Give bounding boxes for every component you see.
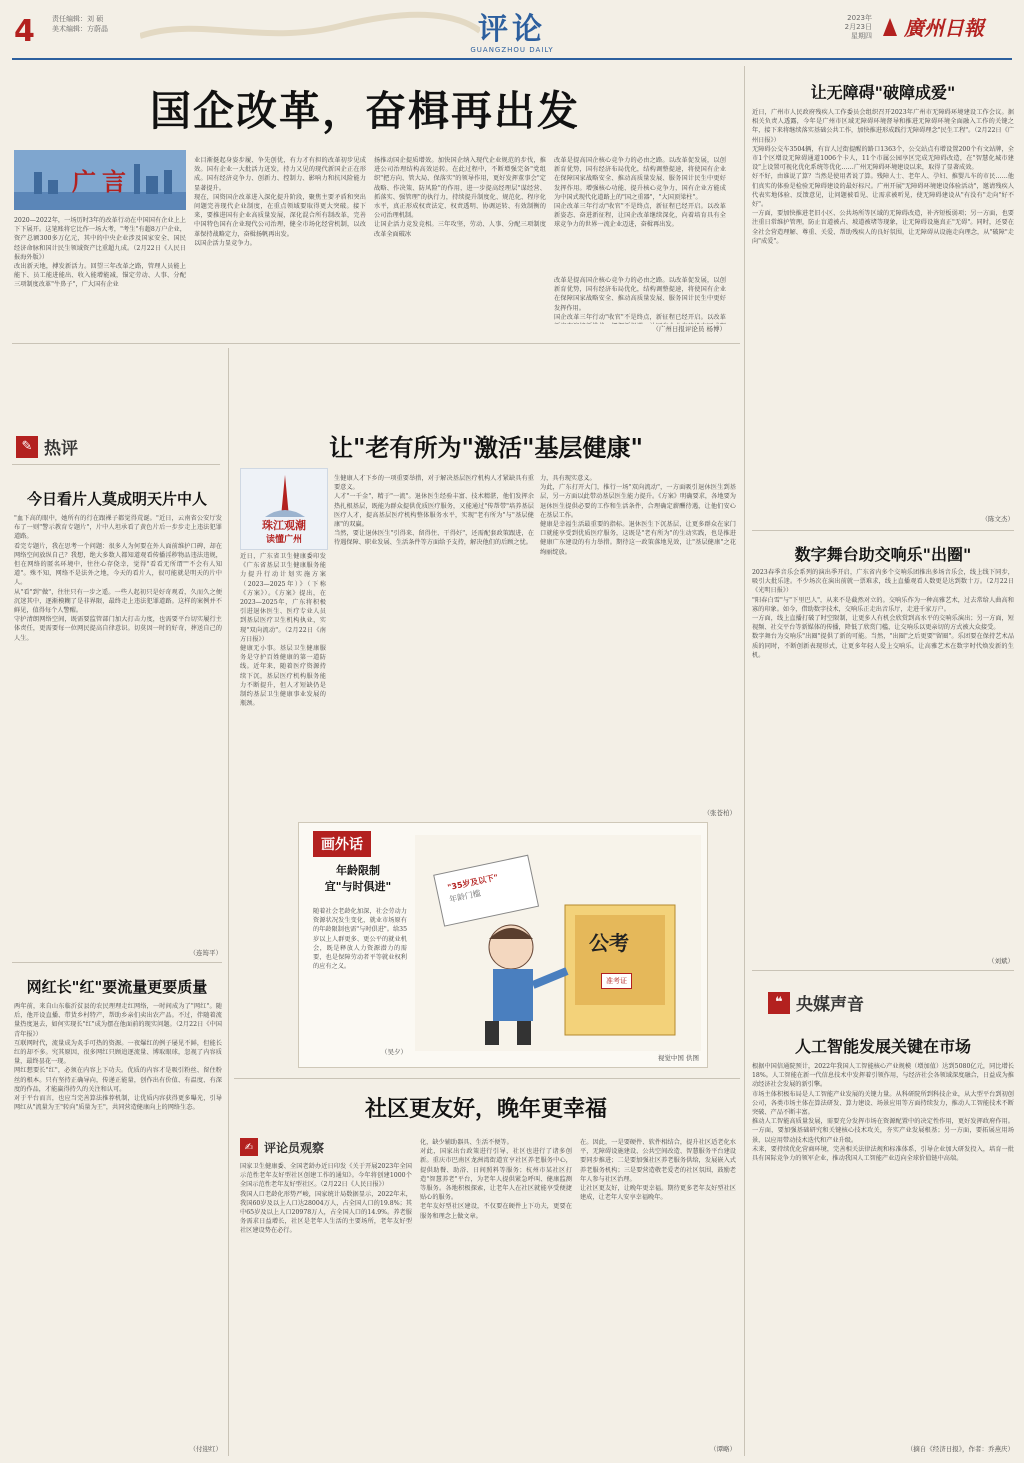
hot-comment-tag <box>16 434 78 459</box>
cctv-voice-tag <box>768 990 864 1015</box>
community-col-2: 化，缺少辅助器具、生活不便等。 对此，国家出台政策进行引导，社区也进行了诸多创新。重庆市巴南区龙洲湾街道宜亨社区养老服务中心，提供助餐、助浴、日间照料等服务；杭州市某社区打造"智慧养老"平台，为老年人提供紧急呼叫、健康监测等服务。各地积极探索，让老年人在社区就能享受便捷贴心的服务。 老年友好型社区建设，不仅要在硬件上下功夫，更要在服务和理念上做文章。 <box>420 1139 572 1220</box>
community-byline: （谭略） <box>710 1445 736 1453</box>
elderly-health-headline: 让"老有所为"激活"基层健康" <box>328 433 643 462</box>
community-col-1: 国家卫生健康委、全国老龄办近日印发《关于开展2023年全国示范性老年友好型社区创建工作的通知》。今年将创建1000个全国示范性老年友好型社区。（2月22日《人民日报》） 我国人口老龄化形势严峻，国家统计局数据显示，2022年末，我国60岁及以上人口达28004万人，占全国人口的19.8%；其中65岁及以上人口20978万人，占全国人口的14.9%。养老服务需求日益增长，社区是老年人生活的主要场所，老年友好型社区建设势在必行。 <box>240 1163 412 1235</box>
canton-tower-icon <box>255 473 315 517</box>
cctv-voice-label: 央媒声音 <box>796 995 864 1015</box>
newspaper-logo-icon <box>880 16 900 38</box>
lead-col-5: 改革是提高国企核心竞争力的必由之路。以改革促发展，以创新育优势，国有经济布局优化，结构调整提速，将使国有企业在保障国家战略安全、推动高质量发展、服务国计民生中更好发挥作用。 国企改革三年行动"收官"不是终点，新征程已经开启。以改革 <box>554 277 726 321</box>
huawaihua-badge: 画外话 <box>313 831 371 857</box>
page-number: 4 <box>14 14 35 49</box>
community-headline: 社区更友好，晚年更幸福 <box>364 1096 607 1122</box>
symphony-byline: （刘斌） <box>988 957 1014 965</box>
community-col-3: 在。因此，一是要硬件、软件相结合，提升社区适老化水平，无障碍设施建设、公共空间改造、智慧服务平台建设要同步推进；二是要加强社区养老服务供给，发展嵌入式养老服务机构；三是要营造敬老爱老的社区氛围，鼓励老年人参与社区治理。 让社区更友好，让晚年更幸福。期待更多老年友好型社区建成，让老年人安享幸福晚年。 <box>580 1139 736 1202</box>
cartoon-panel <box>298 822 708 1068</box>
lead-byline: （广州日报评论员 杨博） <box>652 325 726 333</box>
elderly-health-byline: （张苍柏） <box>703 809 736 817</box>
influencer-headline: 网红长"红"要流量更要质量 <box>26 978 208 996</box>
lead-col-4: 改革是提高国企核心竞争力的必由之路。以改革促发展，以创新育优势，国有经济布局优化，结构调整提速，将使国有企业在保障国家战略安全、推动高质量发展、服务国计民生中更好发挥作用。增强核心功能、提升核心竞争力，国有企业方能成为中国式现代化道路上的"国之重器"，"大国顶梁柱"。 国企改革三年行动"收官"不是终点，新征程已经开启。以改革新姿态、奋进新征程，让国企改革继续深化，向着培育具有全球竞争力的世界一流企业迈进，奋楫再出发。 <box>554 157 726 229</box>
section-subtitle: GUANGZHOU DAILY <box>470 46 554 54</box>
cartoon-ticket: 准考证 <box>601 973 632 989</box>
cartoon-byline: （吴夕） <box>381 1048 407 1056</box>
pen-icon: ✍ <box>240 1138 258 1156</box>
ai-byline: （摘自《经济日报》，作者：乔燕庆） <box>906 1445 1014 1453</box>
cartoon-sign-threshold: 年龄门槛 <box>448 888 482 905</box>
cartoon-title-line-2: 宜"与时俱进" <box>324 880 392 893</box>
issue-year: 2023年 <box>847 14 872 22</box>
lead-col-1: 2020—2022年，一场历时3年的改革行动在中国国有企业上上下下展开。这笔账将它比作一场大考，"考生"有超8万户企业，资产总额300多万亿元，其中的中央企业涉及国家安全、国民经济命脉和国计民生领域资产比重超九成。（2月22日《人民日报海外版》） 改出新天地，搏发新活力。回望三年改革之路，管理人员能上能下、员工能进能出、收入能增能减，锚定劳动、人事、分配三项制度改革"牛鼻子"，广大国有企业 <box>14 217 186 289</box>
lead-col-2: 业目渐挺起身姿步履、争先创优，有力才有担的改革初步见成效。国有企业一大批活力迸发，持力又见的现代新国企正在形成。国有经济竞争力、创新力、控制力、影响力和抗风险能力显著提升。 现在，国资国企改革进入深化提升阶段，聚焦主要矛盾和突出问题完善现代企业制度，在重点领域要取得更大突破。接下来，要推进国有企业高质量发展，深化混合所有制改革，完善中国特色国有企业现代公司治理，健全市场化经营机制，以改革保持战略定力，奋楫扬帆再出发。 以国企活力显竞争力。 <box>194 157 366 247</box>
pearl-river-label: 珠江观潮 <box>262 519 306 532</box>
editor-credit: 责任编辑：刘 硕 <box>52 15 104 23</box>
cartoon-gongkao-sign: 公考 <box>589 931 629 955</box>
barrier-free-headline: 让无障碍"破障成爱" <box>810 83 956 102</box>
cartoon-credit: 视觉中国 供图 <box>657 1054 699 1062</box>
issue-date: 2月23日 <box>844 23 872 31</box>
elderly-health-col-3: 力，具有现实意义。 为此，广东打开大门，推行一场"双向流动"，一方面吸引退休医生到基层，另一方面以此带动基层医生能力提升。《方案》明确要求，各地要为退休医生提供必要的工作和生活条件，合理确定薪酬待遇，让他们安心在基层工作。 健康是幸福生活最重要的指标。退休医生下沉基层，让更多群众在家门口就能享受到优质医疗服务，这既是"老有所为"的生动实践，也是推进健康广东建设的有力举措。期待这一政策落地见效，让"基层健康"之花绚丽绽放。 <box>540 475 736 556</box>
ai-body: 根据中国信通院预计，2022年我国人工智能核心产业规模（增加值）达到5080亿元，同比增长18%。人工智能在新一代信息技术中发挥着引领作用，与经济社会各领域深度融合，日益成为推动经济社会发展的新引擎。 市场主体积极布局是人工智能产业发展的关键力量。从科研院所到科技企业，从大型平台到初创公司，各类市场主体在算法研发、算力建设、场景应用等方面持续发力，推动人工智能技术不断突破、产品不断丰富。 推动人工智能高质量发展，需要充分发挥市场在资源配置中的决定性作用，更好发挥政府作用。一方面，要加强基础研究和关键核心技术攻关，夯实产业发展根基；另一方面，要拓展应用场景，以应用带动技术迭代和产业升级。 未来，要持续优化营商环境，完善相关法律法规和标准体系，引导企业加大研发投入，培育一批具有国际竞争力的领军企业，推动我国人工智能产业迈向全球价值链中高端。 <box>752 1063 1014 1163</box>
section-title: 评论 <box>478 12 546 47</box>
guangyan-badge <box>14 150 186 210</box>
commentator-label: 评论员观察 <box>264 1140 325 1155</box>
ai-headline: 人工智能发展关键在市场 <box>794 1037 971 1056</box>
lead-col-3: 扬推动国企提质增效。加快国企纳入现代企业规范的步伐，推进公司治理结构高效运转。在此过程中，不断增强完备"党组织"把方向、管大局、保落实"的领导作用，更好发挥董事会"定战略、作决策、防风险"的作用，进一步提高经理层"谋经营、抓落实、强管理"的执行力，持续提升制度化、规范化、程序化水平，真正形成权责法定、权责透明、协调运转、有效制衡的公司治理机制。 让国企活力竞发竞相。三年攻坚，劳动、人事、分配三项制度改革全面破冰 <box>374 157 546 238</box>
cartoon-sign-35: "35岁及以下" <box>446 872 499 893</box>
symphony-headline: 数字舞台助交响乐"出圈" <box>794 545 972 564</box>
header-ornament <box>140 6 480 50</box>
guangyan-label: 广言 <box>72 167 132 196</box>
newspaper-logo: 廣州日報 <box>904 16 984 40</box>
issue-weekday: 星期四 <box>851 32 872 40</box>
cartoon-body: 随着社会老龄化加深，社会劳动力资源状况发生变化，就业市场原有的年龄限制也需"与时俱进"。给35岁以上人群更多、更公平的就业机会，既是释放人力资源潜力的需要，也是保障劳动者平等就业权利的应有之义。 <box>313 908 407 971</box>
elderly-health-col-2: 生健康人才下乡的一项重要举措，对于解决基层医疗机构人才紧缺具有重要意义。 人才"一千金"，精于"一流"。退休医生经验丰富、技术精湛，他们发挥余热扎根基层，既能为群众提供优质医疗服务，又能通过"传帮带"培养基层医疗人才，提高基层医疗机构整体服务水平，实现"老有所为"与"基层健康"的双赢。 当然，要让退休医生"引得来、留得住、干得好"，还需配套政策跟进，在待遇保障、职业发展、生活条件等方面给予支持，解决他们的后顾之忧。 <box>334 475 534 547</box>
influencer-byline: （付迎红） <box>189 1445 222 1453</box>
barrier-free-body: 近日，广州市人民政府残疾人工作委员会组织召开2023年广州市无障碍环境建设工作会议。据相关负责人透露，今年是广州市区域无障碍环境督导和推进无障碍环境全面融入工作的关键之年，接下来将继续落实基础公共工作，加快推进形成践行无障碍理念"民生工程"。（2月22日《广州日报》） 无障碍公交车3504辆，有盲人过街提醒的路口1363个，公交站点有增设置200个有文站牌，全市1个区增设无障碍通道1006个卡人，11个市属公园享区完成无障碍改造，在"智慧化城市建设"上设置可视化优化系统等优化……广州无障碍环境建设以来，取得了显著成效。 好不好，由谁说了算？当然是使用者说了算。残障人士、老年人、孕妇、推婴儿车的市民……他们真实的体验是检验无障碍建设的最好标尺。广州开展"无障碍环境建设体验活动"，邀请残疾人代表实地体验、反馈意见，让问题被看见、让需求被听见，使无障碍建设从"有没有"走向"好不好"。 一方面，要加快推进老旧小区、公共场所等区域的无障碍改造，补齐短板弱项；另一方面，也要注重日常维护管理，防止盲道被占、坡道被堵等现象，让无障碍设施真正"无碍"。同时，还要在全社会营造理解、尊重、关爱、帮助残疾人的良好氛围，让无障碍从设施走向理念，从"破障"走向"成爱"。 <box>752 109 1014 245</box>
quote-icon: ❝ <box>768 992 790 1014</box>
art-editor-credit: 美术编辑：方蔚晶 <box>52 25 108 33</box>
cartoon-illustration <box>415 835 701 1051</box>
read-guangzhou-label: 读懂广州 <box>265 535 302 545</box>
porn-warning-byline: （连筠平） <box>189 949 222 957</box>
influencer-body: 两年前，来自山东临沂贫县的农民理理走红网络，一时间成为了"网红"。随后，他开设直播、带货乡村特产，帮助乡亲们卖出农产品。不过，伴随着流量热度退去，如何实现长"红"成为摆在他面前的现实问题。（2月22日《中国青年报》） 互联网时代，流量成为炙手可热的资源。一夜爆红的例子屡见不鲜，但能长红的却不多。究其原因，很多网红只顾追逐流量、博取眼球，忽视了内容质量，最终昙花一现。 网红想要长"红"，必须在内容上下功夫。优质的内容才是吸引粉丝、留住粉丝的根本。只有坚持正确导向，传递正能量，创作出有价值、有温度、有深度的作品，才能赢得持久的关注和认可。 对于平台而言，也应当完善算法推荐机制，让优质内容获得更多曝光，引导网红从"流量为王"转向"质量为王"，共同营造健康向上的网络生态。 <box>14 1003 222 1112</box>
hot-comment-label: 热评 <box>44 439 78 459</box>
porn-warning-body: "血下高的眼中，她所有的行在跟裸子都觉得荒诞。"近日，云南省公安厅发布了一则"警示教育专题片"，片中人坦承看了黄色片后一步步走上违法犯罪道路。 看完专题片，我在思考一个问题：很多人为何要在外人面前维护口碑，却在网络空间放纵自己？我想，绝大多数人都知道观看传播淫秽物品违法违规，但在网络的匿名环境中，往往心存侥幸，觉得"看看无所谓""不会有人知道"。殊不知，网络不是法外之地，今天的看片人，很可能就是明天的片中人。 从"看"到"做"，往往只有一步之遥。一些人起初只是好奇观看，久而久之便沉迷其中，逐渐模糊了是非界限，最终走上违法犯罪道路。这样的案例并不鲜见，值得每个人警醒。 守护清朗网络空间，既需要监管部门加大打击力度，也需要平台切实履行主体责任，更需要每一位网民提高自律意识。切莫因一时的好奇，葬送自己的人生。 <box>14 515 222 642</box>
symphony-body: 2023春季音乐会系列的演出季开启，广东省内多个交响乐团推出多场音乐会，线上线下同步，吸引大批乐迷。不少场次在演出前就一票难求，线上直播观看人数更是达到数十万。（2月22日《光明日报》） "阳春白雪"与"下里巴人"，从来不是截然对立的。交响乐作为一种高雅艺术，过去常给人曲高和寡的印象。如今，借助数字技术，交响乐正走出音乐厅，走进千家万户。 一方面，线上直播打破了时空限制，让更多人有机会欣赏到高水平的交响乐演出；另一方面，短视频、社交平台等新媒体的传播，降低了欣赏门槛，让交响乐以更亲切的方式被大众接受。 数字舞台为交响乐"出圈"提供了新的可能。当然，"出圈"之后更要"留圈"。乐团要在保持艺术品质的同时，不断创新表现形式，让更多年轻人爱上交响乐，让高雅艺术在数字时代焕发新的生机。 <box>752 569 1014 659</box>
elderly-health-col-1: 近日，广东省卫生健康委印发《广东省基层卫生健康服务能力提升行动计划实施方案（2023—2025年）》（下称《方案》）。《方案》提出，在2023—2025年，广东将积极引进退休医生、医疗专业人员到基层医疗卫生机构执业，实现"双向流动"。（2月22日《南方日报》） 健康无小事。基层卫生健康服务是守护百姓健康的第一道防线。近年来，随着医疗资源持续下沉，基层医疗机构服务能力不断提升，但人才短缺仍是制约基层卫生健康事业发展的瓶颈。 <box>240 553 326 708</box>
pearl-river-badge <box>240 468 328 550</box>
lead-headline: 国企改革，奋楫再出发 <box>150 87 580 135</box>
commentator-tag <box>240 1138 324 1156</box>
barrier-free-byline: （陈文杰） <box>981 515 1014 523</box>
cartoon-title-line-1: 年龄限制 <box>336 864 380 877</box>
masthead <box>0 0 1024 62</box>
flame-icon: ✎ <box>16 436 38 458</box>
porn-warning-headline: 今日看片人莫成明天片中人 <box>26 490 207 508</box>
